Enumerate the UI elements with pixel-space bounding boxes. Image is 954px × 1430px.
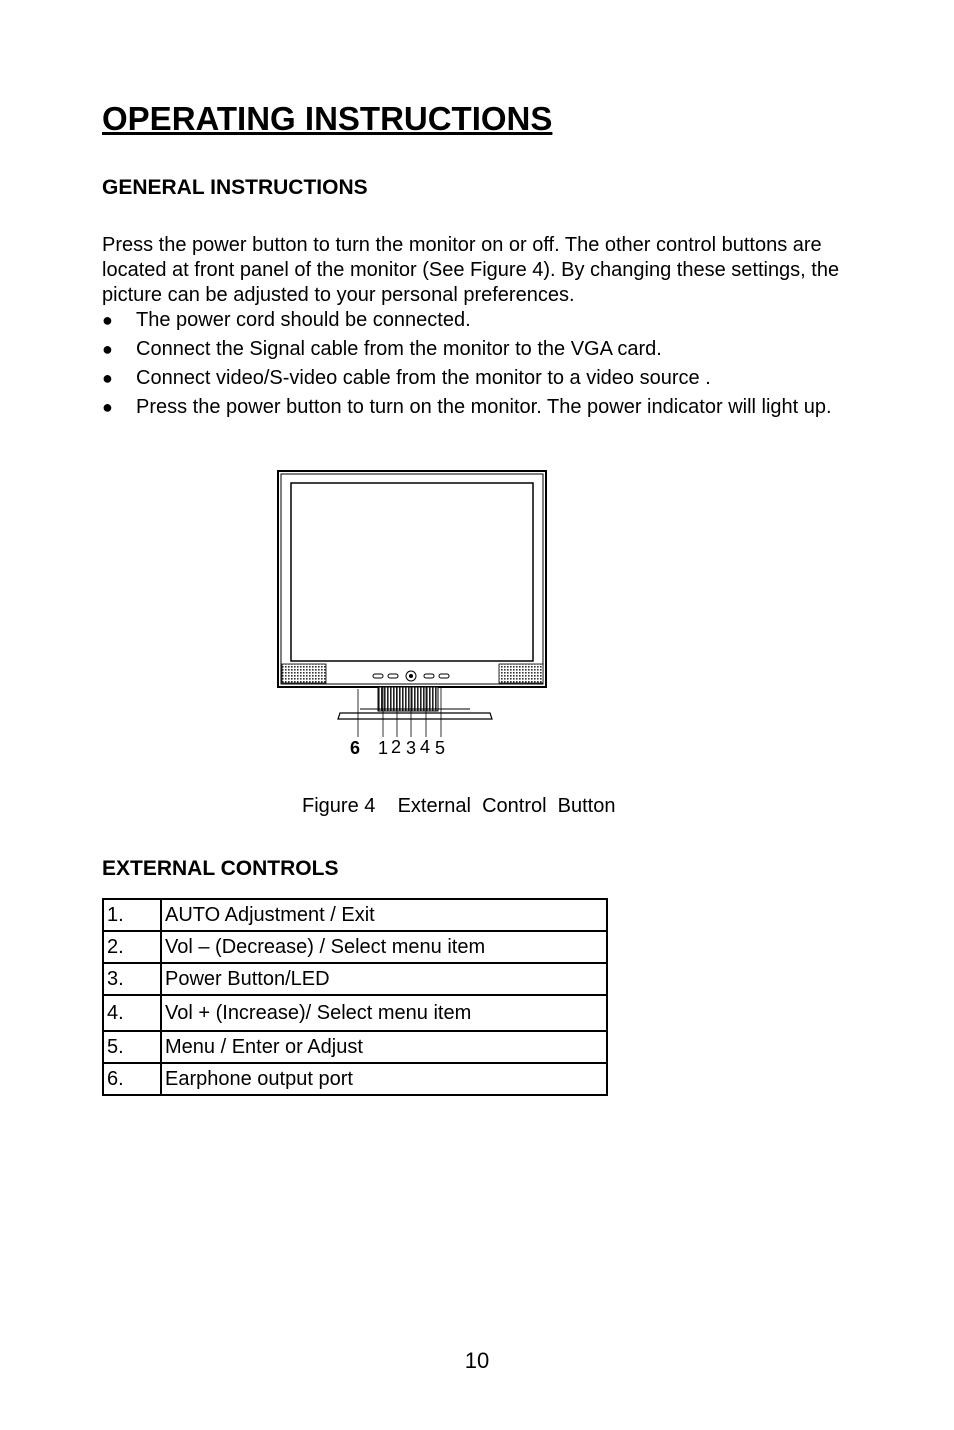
stand-neck xyxy=(378,687,438,711)
stand-base xyxy=(338,713,492,719)
auto-button-shape xyxy=(373,674,383,678)
table-row xyxy=(103,931,607,963)
bullet-icon: ● xyxy=(102,339,113,359)
label-3: 3 xyxy=(406,738,417,758)
label-2: 2 xyxy=(391,737,402,757)
control-number: 4. xyxy=(103,995,161,1031)
table-row xyxy=(103,995,607,1031)
monitor-front-diagram xyxy=(270,465,560,765)
control-description: Power Button/LED xyxy=(161,963,607,995)
list-item: ● Connect video/S-video cable from the monitor to a video source . xyxy=(102,365,862,392)
label-5: 5 xyxy=(435,738,446,758)
left-speaker-grille xyxy=(282,664,326,683)
page-number: 10 xyxy=(464,1348,490,1373)
control-description: AUTO Adjustment / Exit xyxy=(161,899,607,931)
label-1: 1 xyxy=(378,738,389,758)
table-row xyxy=(103,899,607,931)
list-item: ● Press the power button to turn on the monitor. The power indicator will light up. xyxy=(102,394,862,421)
general-instructions-heading: GENERAL INSTRUCTIONS xyxy=(102,176,368,199)
page-title: OPERATING INSTRUCTIONS xyxy=(102,100,553,137)
setup-bullet-list xyxy=(102,307,862,423)
bullet-icon: ● xyxy=(102,397,113,417)
power-led-shape xyxy=(409,674,413,678)
table-row xyxy=(103,1063,607,1095)
bullet-icon: ● xyxy=(102,368,113,388)
vol-plus-button-shape xyxy=(424,674,434,678)
list-item: ● The power cord should be connected. xyxy=(102,307,862,334)
menu-button-shape xyxy=(439,674,449,678)
right-speaker-grille xyxy=(499,664,543,683)
external-controls-table xyxy=(102,898,608,1096)
intro-paragraph: Press the power button to turn the monitor on or off. The other control buttons are located at front panel of the monitor (See Figure 4). By changing these settings, the picture can be adjusted to your personal preferences. xyxy=(102,234,840,306)
figure-caption: Figure 4 External Control Button xyxy=(302,795,616,817)
control-description: Menu / Enter or Adjust xyxy=(161,1031,607,1063)
label-4: 4 xyxy=(420,737,431,757)
bullet-icon: ● xyxy=(102,310,113,330)
control-number: 2. xyxy=(103,931,161,963)
table-row xyxy=(103,963,607,995)
external-controls-heading: EXTERNAL CONTROLS xyxy=(102,857,339,880)
control-number: 6. xyxy=(103,1063,161,1095)
vol-minus-button-shape xyxy=(388,674,398,678)
control-number: 1. xyxy=(103,899,161,931)
list-item: ● Connect the Signal cable from the monitor to the VGA card. xyxy=(102,336,862,363)
label-6: 6 xyxy=(350,738,361,758)
table-row xyxy=(103,1031,607,1063)
control-description: Earphone output port xyxy=(161,1063,607,1095)
control-description: Vol – (Decrease) / Select menu item xyxy=(161,931,607,963)
monitor-screen xyxy=(291,483,533,661)
control-description: Vol + (Increase)/ Select menu item xyxy=(161,995,607,1031)
control-number: 5. xyxy=(103,1031,161,1063)
control-number: 3. xyxy=(103,963,161,995)
